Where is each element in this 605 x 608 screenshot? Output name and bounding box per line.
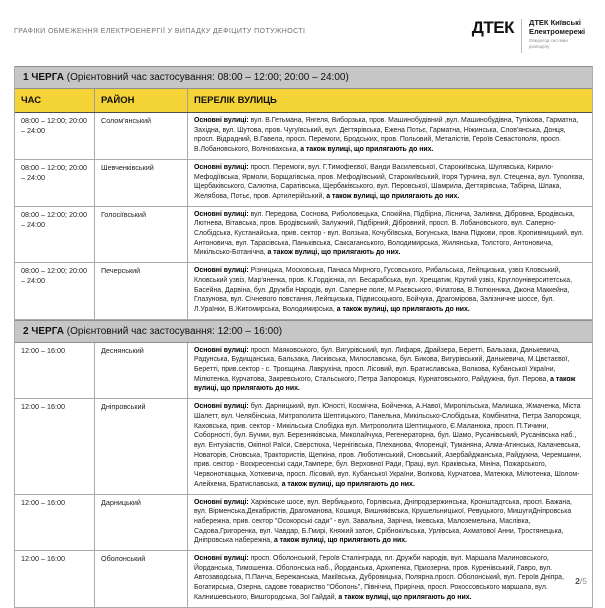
column-header-row — [15, 89, 592, 113]
streets-cell — [188, 207, 592, 263]
streets-prefix: Основні вулиці: — [194, 163, 249, 171]
schedule-table — [14, 66, 593, 608]
streets-list: просп. Перемоги, вул. Г.Тимофеєвої, Ванди Василевської, Старокиївська, Шулявська, Кирило-Мефодіївська, Ярмоли, Борщагівська, пров. Мефодіївський, Старокиївський, Ігоря Турчина, вул. Стеценка, вул. Туполєва, Щербаківського, Салютна, Саратівська, Щербаківського, вул. Перовської, Шамрила, Дегтярівська, Табірна, Шпака, Желябова, Потьє, пров. Артилерійський, — [194, 163, 585, 200]
column-header-district: РАЙОН — [95, 89, 188, 112]
section-band-queue-1 — [15, 66, 592, 89]
table-row-solomianskyi — [15, 113, 592, 160]
streets-prefix: Основні вулиці: — [194, 498, 249, 506]
logo-divider — [521, 19, 522, 53]
district-cell: Дарницький — [95, 495, 188, 551]
streets-cell — [188, 343, 592, 399]
page-number-current: 2 — [575, 576, 580, 586]
operator-subtitle: Оператор системи розподілу — [529, 38, 568, 49]
time-cell: 12:00 – 16:00 — [15, 343, 95, 399]
streets-list: Харківське шосе, вул. Вербицького, Горлівська, Дніпродзержинська, Кронштадтська, просп. Бажана, вул. Вірменська,Декабристів, Драгоманова, Кошиця, Вишняківська, Крушельницької, Ревуцького, МишугиДніпровська набережна, прив. сектор "Осокорські сади" - вул. Завальна, Зарічна, Іжевська, Малоземельна, Маслівка, Садова,Григоренка, вул. Чавдар, Б.Гмирі, Княжий затон, Срібнокільська, Урлівська, Ахматової Анни, Тростянецька, Дніпровська набережна, — [194, 498, 572, 545]
district-cell: Солом'янський — [95, 113, 188, 159]
queue-2-note: (Орієнтовний час застосування: 12:00 – 16:00) — [63, 325, 283, 337]
streets-cell — [188, 551, 592, 607]
time-cell: 12:00 – 16:00 — [15, 495, 95, 551]
district-cell: Печерський — [95, 263, 188, 319]
streets-prefix: Основні вулиці: — [194, 346, 249, 354]
queue-1-label: 1 ЧЕРГА — [23, 72, 64, 83]
streets-list: Різницька, Московська, Панаса Мирного, Гусовського, Рибальська, Лейпцизька, узвіз Кловський, Кловський узвіз, Мар'яненка, пров. К.Гордієнка, пл. Бесарабська, вул. Хрещатик, Крутий узвіз, Круглоуніверситетська, Басейна, Дарвіна, бул. Дружби Народів, вул. Саперне поле, М.Раєвського, Філатова, В.Тютюнника, Джона Маккейна, Глазунова, вул. Січневого повстання, Лейпцизька, Підвисоцького, Бойчука, Драгомірова, Залізничне шоссе, бул. Л.Ураїнки, В.Житомирська, Володимирська, — [194, 267, 573, 313]
streets-list: бул. Дарницький, вул. Юності, Космічна, Бойченка, А.Навої, Миропільська, Малишка, Жмаченка, Міста Шалетт, вул. Челябінська, Митрополита Шептицького, Панельна, Микільсько-Слобідська, Комбінатна, Петра Запорожця, Каховська, прив. сектор - Микільська Слобідка вул. Митрополита Шептицького, Є.Маланюка, просп. П.Тичини, Соборності, бул. Бучми, вул. Березняківська, Миколайчука, Регенераторна, бул. Шамо, Русанівський, Русанівська наб., вул. Ентузіастів, Окіпної Раїси, Сверстюка, Чернігівська, Плеханова, Флоренції, Туманяна, Алма-Атинська, Калачевська, Новаторів, Сновська, Трактористів, Щепкіна, пров. Люботинський, Сновський, Азербайджанська, Райдужна, Черемшини, прив. сектор - Воскресенські сади,Тампере, бул. Верховної Ради, Праці, вул. Краківська, Мініна, Пожарського, Червоноткацька, Хоткевича, просп. Лісовий, вул. Кубанської України, Волкова, Курчатова, Матеюка, Мілютенка, Шолом-Алейхема, Братиславська, — [194, 403, 582, 488]
column-header-time: ЧАС — [15, 89, 95, 112]
streets-prefix: Основні вулиці: — [194, 555, 249, 563]
table-row-holosiivskyi — [15, 207, 592, 264]
column-header-streets: ПЕРЕЛІК ВУЛИЦЬ — [194, 95, 277, 106]
district-cell: Голосіївський — [95, 207, 188, 263]
streets-prefix: Основні вулиці: — [194, 210, 249, 218]
district-cell: Деснянський — [95, 343, 188, 399]
streets-cell — [188, 160, 592, 206]
streets-suffix: а також вулиці, що прилягають до них. — [281, 480, 415, 488]
dtek-logo-mark: ДТЕК — [469, 18, 514, 38]
streets-suffix: а також вулиці, що прилягають до них. — [336, 305, 470, 313]
table-row-desnianskyi — [15, 343, 592, 400]
streets-prefix: Основні вулиці: — [194, 267, 249, 275]
district-cell: Оболонський — [95, 551, 188, 607]
page-number-total: /5 — [579, 576, 587, 586]
queue-2-label: 2 ЧЕРГА — [23, 325, 64, 337]
logo-text — [529, 18, 591, 49]
streets-cell — [188, 495, 592, 551]
streets-suffix: а також вулиці, що прилягають до них. — [267, 249, 401, 257]
table-row-obolonskyi — [15, 551, 592, 608]
table-row-darnytskyi — [15, 495, 592, 552]
page-title: ГРАФІКИ ОБМЕЖЕННЯ ЕЛЕКТРОЕНЕРГІЇ У ВИПАДКУ ДЕФІЦИТУ ПОТУЖНОСТІ — [14, 28, 306, 35]
time-cell: 08:00 – 12:00; 20:00 – 24:00 — [15, 263, 95, 319]
streets-cell — [188, 399, 592, 493]
streets-prefix: Основні вулиці: — [194, 403, 249, 411]
streets-list: вул. В.Гетьмана, Янгеля, Виборзька, пров. Машинобудівний ,вул. Машинобудівна, Тупікова, Гарматна, Західна, вул. Шутова, пров. Чугуївський, вул. Дегтярівська, Ежена Потьє, Гарматна, Ніжинська, Слов'янська, Донця, просп. Відрадний, В.Гавела, просп. Перемоги, Бродських, пров. Польовий, Металістів, Героїв Севастополя, просп. В.Лобановського, Волновахська, — [194, 117, 579, 154]
company-name: ДТЕК Київські Електромережі — [529, 18, 586, 36]
table-row-pecherskyi — [15, 263, 592, 320]
page-header — [14, 18, 593, 64]
streets-suffix: а також вулиці, що прилягають до них. — [300, 146, 434, 154]
streets-suffix: а також вулиці, що прилягають до них. — [326, 192, 460, 200]
time-cell: 08:00 – 12:00; 20:00 – 24:00 — [15, 113, 95, 159]
time-cell: 12:00 – 16:00 — [15, 399, 95, 493]
time-cell: 08:00 – 12:00; 20:00 – 24:00 — [15, 160, 95, 206]
page-number — [575, 576, 587, 586]
queue-1-note: (Орієнтовний час застосування: 08:00 – 12:00; 20:00 – 24:00) — [63, 72, 349, 83]
table-row-dniprovskyi — [15, 399, 592, 494]
streets-suffix: а також вулиці, що прилягають до них. — [194, 375, 576, 393]
streets-cell — [188, 113, 592, 159]
streets-suffix: а також вулиці, що прилягають до них. — [338, 593, 472, 601]
dtek-logo — [469, 18, 591, 53]
table-row-shevchenkivskyi — [15, 160, 592, 207]
time-cell: 08:00 – 12:00; 20:00 – 24:00 — [15, 207, 95, 263]
section-band-queue-2 — [15, 320, 592, 343]
time-cell: 12:00 – 16:00 — [15, 551, 95, 607]
streets-list: просп. Оболонський, Героїв Сталінграда, пл. Дружби народів, вул. Маршала Малиновського, Йорданська, Тимошенка. Оболонська наб., Йорданська, Архипенка, Приозерна, пров. Куренівський, Гавро, вул. Автозаводська, П.Панча, Бережанська, Макіївська, Дубровицька, Полярна.просп. Оболонський, вул. Героїв Дніпра, Богатирська, Озерна, садове товариство "Оболонь", Північна, Прирічна, просп. Рокоссовського маршала, вул. Калнишевського, Вишгородська, Зої Гайдай, — [194, 555, 564, 601]
streets-list: вул. Передова, Соснова, Риболовецька, Спокійна, Підбірна, Ліснича, Заливна, Дібровна, Бродівська, Лютнева, Вітавська, пров. Бродівський, Залужний, Підбірний, Дібровний, просп. В. Лобановського, вул. Саперно-Слобідська, Кустанайська, прив. сектор - вул. Волзька, Кочубіївська, Богунська, Івана Підкови, пров. Кропивницький, вул. Антоновича, вул. Тарасівська, Паньківська, Саксаганського, Володимирська, Жилянська, Толстого, Антоновича, Микільсько-Ботанічна, — [194, 210, 584, 257]
streets-cell — [188, 263, 592, 319]
streets-prefix: Основні вулиці: — [194, 117, 249, 124]
streets-list: просп. Маяковського, бул. Вигурівський, вул. Лифаря, Драйзера, Беретті, Бальзака, Данькевича, Радунська, Будищанська, Бальзака, Лисківська, Милославська, бул. Бикова, Вигурівський, Данькевича, М.Цвєтаєвої, Беретті, прив.сектор - с. Троєщина. Лаврухіна, просп. Лісовий, вул. Братиславська, Волкова, Кубанської України, Мілютенка, Курчатова, Закревського, Стальського, Петра Запорожця, Курнатовського, Райдужна, бул. Перова, — [194, 346, 570, 383]
district-cell: Дніпровський — [95, 399, 188, 493]
streets-suffix: а також вулиці, що прилягають до них. — [273, 537, 407, 545]
district-cell: Шевченківський — [95, 160, 188, 206]
